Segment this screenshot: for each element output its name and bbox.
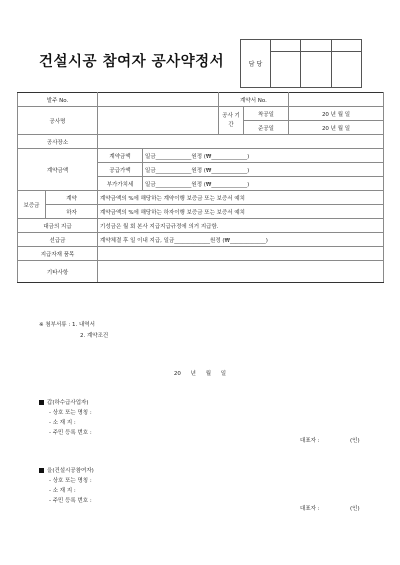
advance-field[interactable]: 계약체결 후 일 이내 지급, 일금_____________원정 (₩_____________)	[98, 233, 384, 247]
site-field[interactable]	[98, 135, 384, 149]
party-b-seal: (인)	[350, 506, 360, 512]
payment-label: 대금의 지급	[18, 219, 98, 233]
supply-value-field[interactable]: 일금_____________원정 (₩_____________)	[143, 163, 384, 177]
party-a-section	[39, 398, 92, 436]
contract-no-field[interactable]	[289, 93, 384, 107]
attachment-line-2: 2. 계약조건	[80, 333, 109, 339]
attachment-line-1: ※ 첨부서류 : 1. 내역서	[39, 322, 95, 328]
contract-form-table	[17, 92, 384, 283]
bond-contract-label: 계약	[46, 191, 98, 205]
start-date-field[interactable]: 20 년 월 일	[289, 107, 384, 121]
project-name-label: 공사명	[18, 107, 98, 135]
other-label: 기타사항	[18, 261, 98, 283]
party-b-section	[39, 466, 94, 504]
document-title: 건설시공 참여자 공사약정서	[39, 54, 225, 70]
end-date-label: 준공일	[244, 121, 289, 135]
bond-defect-field[interactable]: 계약금액의 %에 해당하는 하자이행 보증금 또는 보증서 예치	[98, 205, 384, 219]
order-no-field[interactable]	[98, 93, 219, 107]
party-b-name-label: - 상호 또는 명칭 :	[49, 478, 92, 484]
approval-box	[240, 39, 362, 88]
approval-sign-cell[interactable]	[271, 52, 301, 88]
party-a-address-label: - 소 재 지 :	[49, 420, 76, 426]
vat-field[interactable]: 일금_____________원정 (₩_____________)	[143, 177, 384, 191]
bullet-square-icon	[39, 468, 44, 473]
bullet-square-icon	[39, 400, 44, 405]
approval-label: 담 당	[241, 40, 271, 88]
approval-sign-cell[interactable]	[331, 52, 361, 88]
site-label: 공사장소	[18, 135, 98, 149]
supply-value-label: 공급가액	[98, 163, 143, 177]
contract-amount-label: 계약금액	[98, 149, 143, 163]
approval-header-cell	[331, 40, 361, 52]
advance-label: 선급금	[18, 233, 98, 247]
party-a-seal: (인)	[350, 438, 360, 444]
project-name-field[interactable]	[98, 107, 219, 135]
party-a-name-label: - 상호 또는 명칭 :	[49, 410, 92, 416]
approval-header-cell	[301, 40, 331, 52]
vat-label: 부가가치세	[98, 177, 143, 191]
amount-label: 계약금액	[18, 149, 98, 191]
contract-no-label: 계약서 No.	[219, 93, 289, 107]
contract-amount-field[interactable]: 일금_____________원정 (₩_____________)	[143, 149, 384, 163]
party-a-heading: 갑(하수급사업자)	[47, 400, 89, 406]
bond-defect-label: 하자	[46, 205, 98, 219]
payment-field[interactable]: 기성금은 월 회 본사 지급지급규정에 의거 지급함.	[98, 219, 384, 233]
end-date-field[interactable]: 20 년 월 일	[289, 121, 384, 135]
order-no-label: 발주 No.	[18, 93, 98, 107]
bond-label: 보증금	[18, 191, 46, 219]
party-b-rep-label: 대표자 :	[300, 506, 320, 512]
materials-label: 지급자재 품목	[18, 247, 98, 261]
party-a-id-label: - 주민 등록 번호 :	[49, 430, 92, 436]
party-b-heading: 을(건설시공참여자)	[47, 468, 94, 474]
contract-date: 20 년 월 일	[173, 371, 227, 377]
start-date-label: 착공일	[244, 107, 289, 121]
approval-header-cell	[271, 40, 301, 52]
party-b-id-label: - 주민 등록 번호 :	[49, 498, 92, 504]
period-label: 공사 기간	[219, 107, 244, 135]
party-a-rep-label: 대표자 :	[300, 438, 320, 444]
party-b-address-label: - 소 재 지 :	[49, 488, 76, 494]
other-field[interactable]	[98, 261, 384, 283]
materials-field[interactable]	[98, 247, 384, 261]
approval-sign-cell[interactable]	[301, 52, 331, 88]
bond-contract-field[interactable]: 계약금액의 %에 해당하는 계약이행 보증금 또는 보증서 예치	[98, 191, 384, 205]
